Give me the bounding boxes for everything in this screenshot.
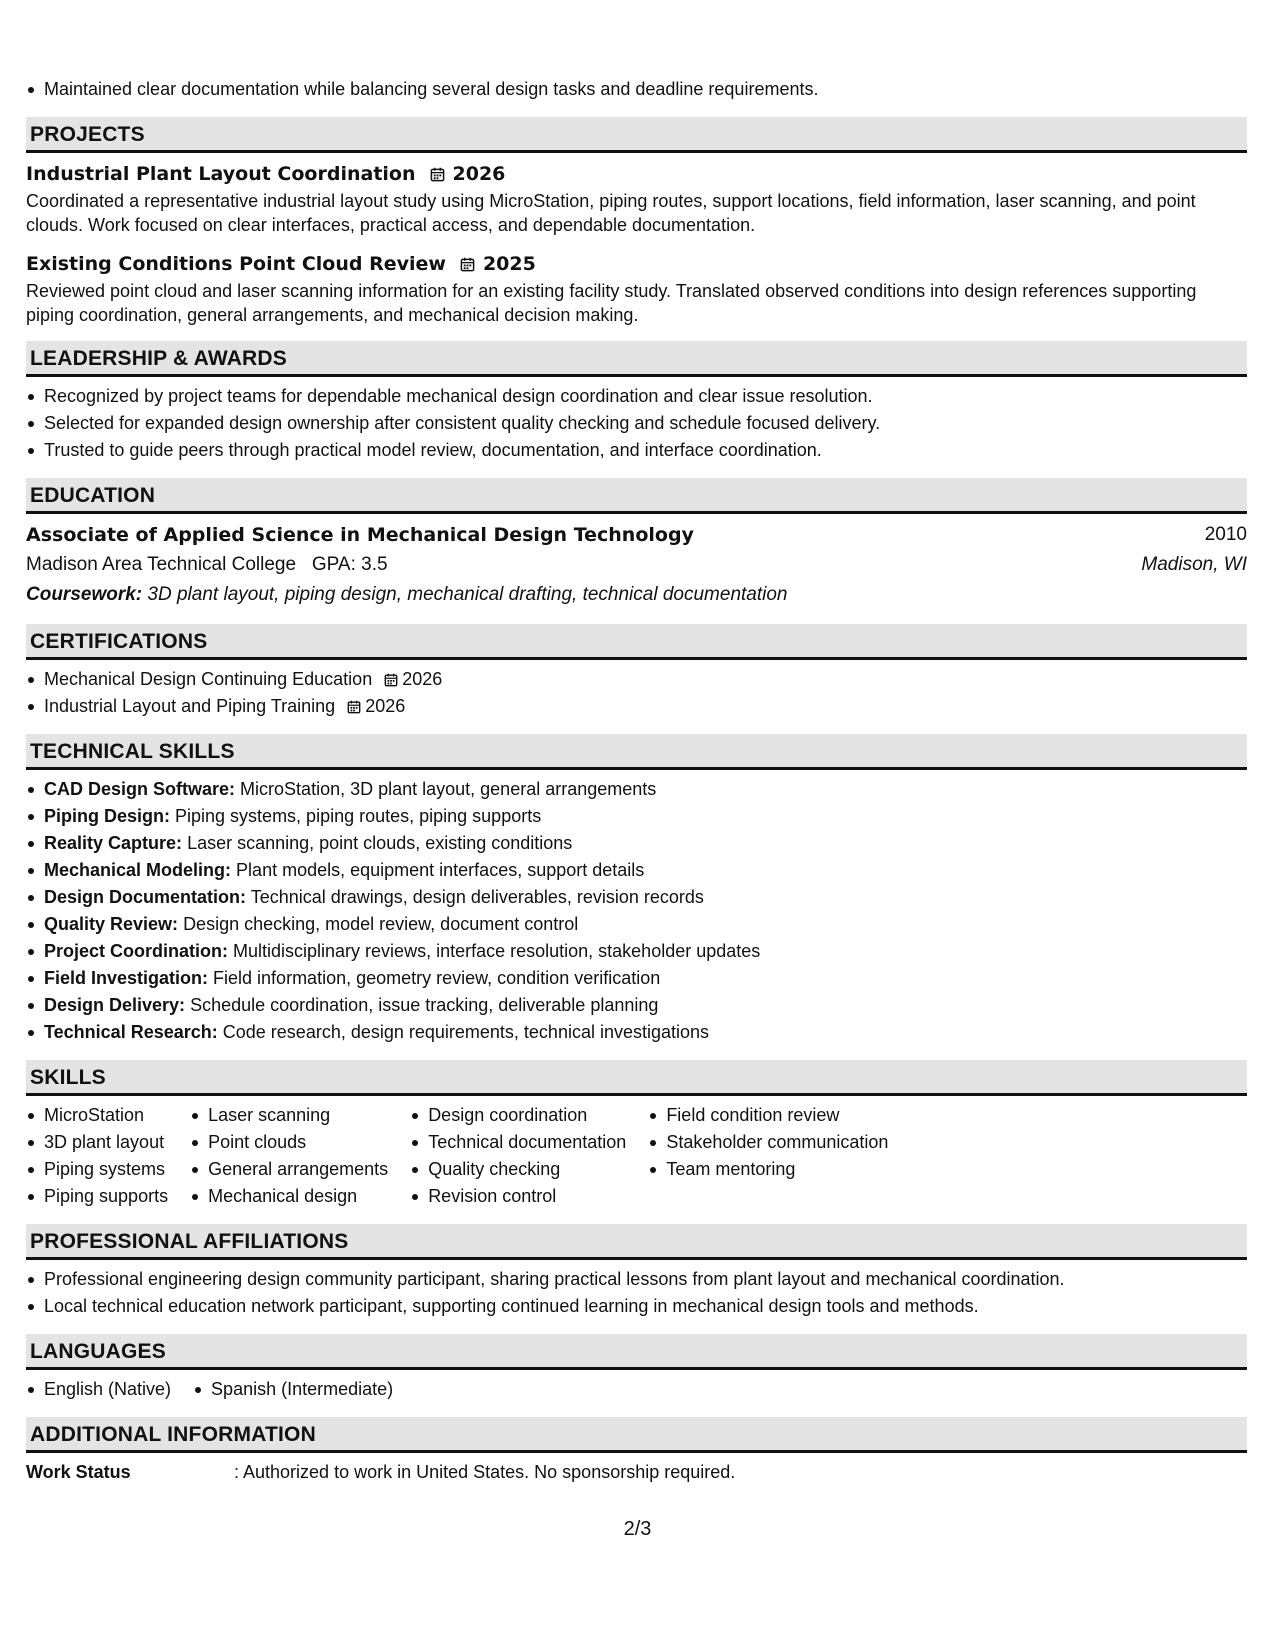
section-heading: PROJECTS [26, 117, 1247, 153]
gpa: GPA: 3.5 [311, 554, 388, 575]
section-heading: PROFESSIONAL AFFILIATIONS [26, 1224, 1247, 1260]
skill-label: Design Documentation: [44, 887, 247, 907]
list-item: Mechanical design [190, 1183, 388, 1210]
list-item: Stakeholder communication [648, 1129, 888, 1156]
languages-list [26, 1376, 171, 1403]
certification-year: 2026 [402, 669, 443, 689]
list-item: Revision control [410, 1183, 626, 1210]
list-item [26, 857, 1247, 884]
list-item [26, 911, 1247, 938]
skill-label: Quality Review: [44, 914, 179, 934]
skill-label: Technical Research: [44, 1022, 218, 1042]
work-status-value: : Authorized to work in United States. No sponsorship required. [234, 1462, 736, 1482]
additional-info-section [26, 1417, 1247, 1486]
list-item [26, 666, 1247, 693]
coursework-label: Coursework: [26, 584, 143, 605]
list-item: Local technical education network participant, supporting continued learning in mechanical design tools and methods. [26, 1293, 1247, 1320]
list-item: Point clouds [190, 1129, 388, 1156]
skills-column [410, 1102, 626, 1210]
calendar-icon [460, 257, 475, 272]
list-item: Recognized by project teams for dependable mechanical design coordination and clear issue resolution. [26, 383, 1247, 410]
section-heading: ADDITIONAL INFORMATION [26, 1417, 1247, 1453]
section-heading: LEADERSHIP & AWARDS [26, 341, 1247, 377]
section-heading: LANGUAGES [26, 1334, 1247, 1370]
list-item: Team mentoring [648, 1156, 888, 1183]
certification-name: Industrial Layout and Piping Training [44, 696, 336, 716]
school-name: Madison Area Technical College [26, 554, 297, 575]
section-heading: CERTIFICATIONS [26, 624, 1247, 660]
technical-skills-section [26, 734, 1247, 1046]
education-section [26, 478, 1247, 610]
list-item: Maintained clear documentation while balancing several design tasks and deadline requirements. [26, 76, 1247, 103]
experience-continued-list [26, 76, 1247, 103]
list-item: Piping supports [26, 1183, 168, 1210]
projects-section [26, 117, 1247, 327]
project-year: 2025 [482, 253, 536, 275]
list-item: Field condition review [648, 1102, 888, 1129]
list-item: Piping systems [26, 1156, 168, 1183]
skill-value: MicroStation, 3D plant layout, general arrangements [240, 779, 657, 799]
list-item: Selected for expanded design ownership after consistent quality checking and schedule focused delivery. [26, 410, 1247, 437]
project-item [26, 249, 1247, 327]
skill-value: Design checking, model review, document control [183, 914, 579, 934]
leadership-list [26, 383, 1247, 464]
skill-label: Project Coordination: [44, 941, 228, 961]
list-item: MicroStation [26, 1102, 168, 1129]
skill-value: Field information, geometry review, condition verification [213, 968, 661, 988]
list-item [26, 884, 1247, 911]
calendar-icon [384, 673, 398, 687]
project-title: Existing Conditions Point Cloud Review [26, 253, 446, 275]
skills-section [26, 1060, 1247, 1210]
skills-column [648, 1102, 888, 1210]
degree-title: Associate of Applied Science in Mechanical Design Technology [26, 524, 694, 546]
skill-label: Design Delivery: [44, 995, 186, 1015]
skill-label: Reality Capture: [44, 833, 183, 853]
list-item: Trusted to guide peers through practical model review, documentation, and interface coordination. [26, 437, 1247, 464]
skill-value: Plant models, equipment interfaces, support details [236, 860, 645, 880]
list-item: Design coordination [410, 1102, 626, 1129]
section-heading: SKILLS [26, 1060, 1247, 1096]
affiliations-list [26, 1266, 1247, 1320]
skill-value: Technical drawings, design deliverables, revision records [250, 887, 704, 907]
technical-skills-list [26, 776, 1247, 1046]
certification-year: 2026 [365, 696, 406, 716]
skill-value: Code research, design requirements, technical investigations [222, 1022, 710, 1042]
list-item [26, 803, 1247, 830]
skill-value: Schedule coordination, issue tracking, deliverable planning [190, 995, 659, 1015]
list-item: Technical documentation [410, 1129, 626, 1156]
calendar-icon [430, 167, 445, 182]
section-heading: TECHNICAL SKILLS [26, 734, 1247, 770]
skill-label: CAD Design Software: [44, 779, 236, 799]
list-item [26, 693, 1247, 720]
certification-name: Mechanical Design Continuing Education [44, 669, 373, 689]
certifications-section [26, 624, 1247, 720]
list-item [26, 992, 1247, 1019]
skill-label: Piping Design: [44, 806, 170, 826]
list-item: English (Native) [26, 1376, 171, 1403]
list-item: Spanish (Intermediate) [193, 1376, 393, 1403]
list-item: Professional engineering design community participant, sharing practical lessons from plant layout and mechanical coordination. [26, 1266, 1247, 1293]
project-title: Industrial Plant Layout Coordination [26, 163, 416, 185]
list-item: General arrangements [190, 1156, 388, 1183]
skill-value: Multidisciplinary reviews, interface resolution, stakeholder updates [233, 941, 761, 961]
page-number: 2/3 [623, 1518, 652, 1540]
skills-grid [26, 1102, 1247, 1210]
skill-value: Piping systems, piping routes, piping supports [175, 806, 542, 826]
affiliations-section [26, 1224, 1247, 1320]
graduation-year: 2010 [1204, 524, 1247, 545]
list-item [26, 776, 1247, 803]
languages-section [26, 1334, 1247, 1403]
project-description: Coordinated a representative industrial layout study using MicroStation, piping routes, support locations, field information, laser scanning, and point clouds. Work focused on clear interfaces, practical access, and dependable documentation. [26, 191, 1196, 235]
list-item: 3D plant layout [26, 1129, 168, 1156]
skill-value: Laser scanning, point clouds, existing conditions [187, 833, 573, 853]
list-item [26, 1019, 1247, 1046]
skills-column [190, 1102, 388, 1210]
leadership-section [26, 341, 1247, 464]
coursework: 3D plant layout, piping design, mechanical drafting, technical documentation [147, 584, 788, 605]
list-item [26, 938, 1247, 965]
certifications-list [26, 666, 1247, 720]
skill-label: Field Investigation: [44, 968, 209, 988]
project-description: Reviewed point cloud and laser scanning information for an existing facility study. Translated observed conditions into design references supporting piping coordination, general arrangements, and mechanical decision making. [26, 281, 1197, 325]
list-item [26, 830, 1247, 857]
list-item: Quality checking [410, 1156, 626, 1183]
list-item [26, 965, 1247, 992]
project-item [26, 159, 1247, 237]
project-year: 2026 [452, 163, 506, 185]
languages-list [193, 1376, 393, 1403]
school-location: Madison, WI [1141, 554, 1247, 575]
work-status-label: Work Status [26, 1462, 131, 1482]
skills-column [26, 1102, 168, 1210]
skill-label: Mechanical Modeling: [44, 860, 232, 880]
calendar-icon [347, 700, 361, 714]
section-heading: EDUCATION [26, 478, 1247, 514]
list-item: Laser scanning [190, 1102, 388, 1129]
